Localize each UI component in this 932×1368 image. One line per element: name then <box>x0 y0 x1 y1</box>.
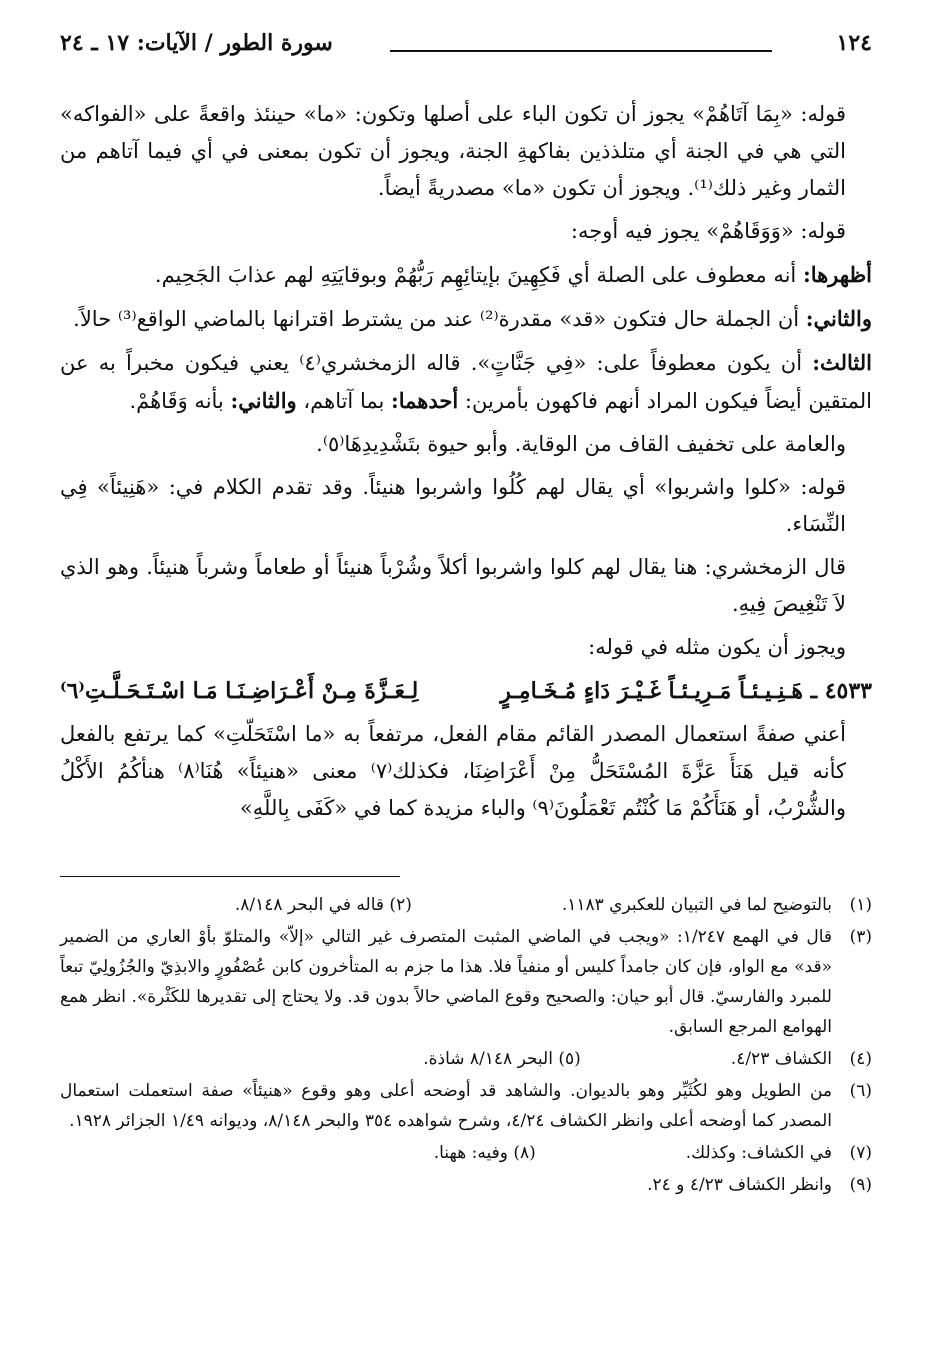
poetry-verse <box>60 672 872 710</box>
verse-hemistich: لِـعَـزَّةَ مِـنْ أَعْـرَاضِـنَـا مَـا اسْـتَـحَـلَّـتِ⁽٦⁾ <box>60 678 419 704</box>
footnote-text <box>60 890 832 920</box>
footnote <box>60 922 872 1042</box>
paragraph-text: أن الجملة حال فتكون «قد» مقدرة⁽²⁾ عند من يشترط اقترانها بالماضي الواقع⁽³⁾ حالاً. <box>73 307 806 331</box>
paragraph <box>60 344 872 420</box>
paragraph-text: أنه معطوف على الصلة أي فَكِهِينَ بإيتائِهِم رَبُّهُمْ وبوقايَتِهِ لهم عذابَ الجَحِيم. <box>154 263 803 287</box>
paragraph <box>60 300 872 338</box>
footnote <box>60 1044 872 1074</box>
footnote-number: (٧) <box>849 1143 872 1163</box>
footnote-text: قاله في البحر ٨/١٤٨. <box>234 895 385 915</box>
verse-number: ٤٥٣٣ ـ <box>810 678 872 704</box>
footnote <box>60 890 872 920</box>
footnote <box>60 1138 872 1168</box>
paragraph: قوله: «كلوا واشربوا» أي يقال لهم كُلُوا واشربوا هنيئاً. وقد تقدم الكلام في: «هَنِيئاً» فِي النِّسَاء. <box>60 475 846 536</box>
paragraph-lead: الثالث: <box>812 350 872 375</box>
header-rule <box>390 50 772 52</box>
footnote-text: الكشاف ٤/٢٣. <box>730 1049 832 1069</box>
footnote-text: في الكشاف: وكذلك. <box>685 1143 832 1163</box>
footnote-number: (١) <box>849 895 872 915</box>
footnote-number: (٤) <box>849 1049 872 1069</box>
footnote-inline <box>434 1138 536 1168</box>
main-text <box>60 96 872 833</box>
footnote <box>60 1076 872 1136</box>
footnote-number: (٥) <box>558 1049 581 1069</box>
paragraph-lead: والثاني: <box>230 388 297 413</box>
paragraph-lead: أظهرها: <box>802 262 872 287</box>
footnote-text: من الطويل وهو لكُثَيِّر وهو بالديوان. والشاهد قد أوضحه أعلى وهو وقوع «هنيئاً» صفة استعملت استعمال المصدر كما أوضحه أعلى وانظر الكشاف ٤/٢٤، وشرح شواهده ٣٥٤ والبحر ٨/١٤٨، وديوانه ١/٤٩ الجزائر ١٩٢٨. <box>60 1081 832 1131</box>
paragraph-text: بما آتاهم، <box>296 389 392 413</box>
paragraph: ويجوز أن يكون مثله في قوله: <box>588 635 846 659</box>
footnote-text: وفيه: ههنا. <box>433 1143 508 1163</box>
footnote-number: (٨) <box>513 1143 536 1163</box>
footnote-text: بالتوضيح لما في التبيان للعكبري ١١٨٣. <box>561 895 832 915</box>
footnotes <box>60 890 872 1202</box>
paragraph: قوله: «بِمَا آتَاهُمْ» يجوز أن تكون الباء على أصلها وتكون: «ما» حينئذ واقعةً على «الفواكه» التي هي في الجنة أي متلذذين بفاكهةِ الجنة، ويجوز أن تكون بمعنى في أي فيما آتاهم من الثمار وغير ذلك⁽¹⁾. ويجوز أن تكون «ما» مصدريةً أيضاً. <box>60 102 846 200</box>
footnote-number: (٩) <box>849 1175 872 1195</box>
footnote-inline <box>235 890 412 920</box>
paragraph-lead: أحدهما: <box>391 388 459 413</box>
footnote-number: (٢) <box>389 895 412 915</box>
footnote-inline <box>423 1044 581 1074</box>
paragraph: قال الزمخشري: هنا يقال لهم كلوا واشربوا أكلاً وشُرْباً هنيئاً أو طعاماً وشرباً هنيئاً. وهو الذي لاَ تَنْغِيصَ فِيهِ. <box>60 555 846 616</box>
footnote-text: قال في الهمع ١/٢٤٧: «ويجب في الماضي المثبت المتصرف غير التالي «إلاّ» والمتلوّ بأوْ العاري من الضمير «قد» مع الواو، فإن كان جامداً كليس أو منفياً فلا. هذا ما جزم به المتأخرون كابن عُصْفُورٍ والابذِيّ والجُزُولِيّ تبعاً للمبرد والفارسيّ. قال أبو حيان: والصحيح وقوع الماضي حالاً بدون قد. ولا يحتاج إلى تقديرها للكَثْرة». انظر همع الهوامع المرجع السابق. <box>60 927 832 1037</box>
paragraph-lead: والثاني: <box>805 306 872 331</box>
footnote-number: (٣) <box>849 927 872 947</box>
footnote-text: وانظر الكشاف ٤/٢٣ و ٢٤. <box>647 1175 832 1195</box>
page-header <box>60 18 872 62</box>
paragraph: أعني صفةً استعمال المصدر القائم مقام الفعل، مرتفعاً به «ما اسْتَحَلّتِ» كما يرتفع بالفعل كأنه قيل هَنَأَ عَزَّةَ المُسْتَحَلُّ مِنْ أَعْرَاضِنَا، فكذلك⁽٧⁾ معنى «هنيئاً» هُنَا⁽٨⁾ هنأكُمُ الأَكْلُ والشُّرْبُ، أو هَنَأَكُمْ مَا كُنْتُم تَعْمَلُونَ⁽٩⁾ والباء مزيدة كما في «كَفَى بِاللَّهِ» <box>60 722 846 820</box>
paragraph <box>60 256 872 294</box>
running-title: سورة الطور / الآيات: ١٧ ـ ٢٤ <box>60 30 333 56</box>
footnote-text <box>60 1044 832 1074</box>
footnote-number: (٦) <box>849 1081 872 1101</box>
footnote-text <box>60 1138 832 1168</box>
footnote-separator <box>60 876 400 877</box>
paragraph-text: بأنه وَقَاهُمْ. <box>129 389 231 413</box>
paragraph: والعامة على تخفيف القاف من الوقاية. وأبو حيوة بتَشْدِيدِهَا⁽٥⁾. <box>316 432 846 456</box>
footnote-text: البحر ٨/١٤٨ شاذة. <box>423 1049 553 1069</box>
verse-hemistich: هَـنِـيـئـاً مَـرِيـئـاً غَـيْـرَ دَاءٍ مُـخَـامِـرٍ <box>500 678 803 704</box>
page-number: ١٢٤ <box>836 30 872 56</box>
footnote <box>60 1170 872 1200</box>
verse-first-half <box>500 672 872 710</box>
paragraph-text: أن يكون معطوفاً على: «فِي جَنَّاتٍ». قاله الزمخشري⁽٤⁾ يعني فيكون مخبراً به عن المتقين أيضاً فيكون المراد أنهم فاكهون بأمرين: <box>60 351 872 413</box>
book-page <box>60 18 872 1348</box>
paragraph: قوله: «وَوَقَاهُمْ» يجوز فيه أوجه: <box>570 219 846 243</box>
